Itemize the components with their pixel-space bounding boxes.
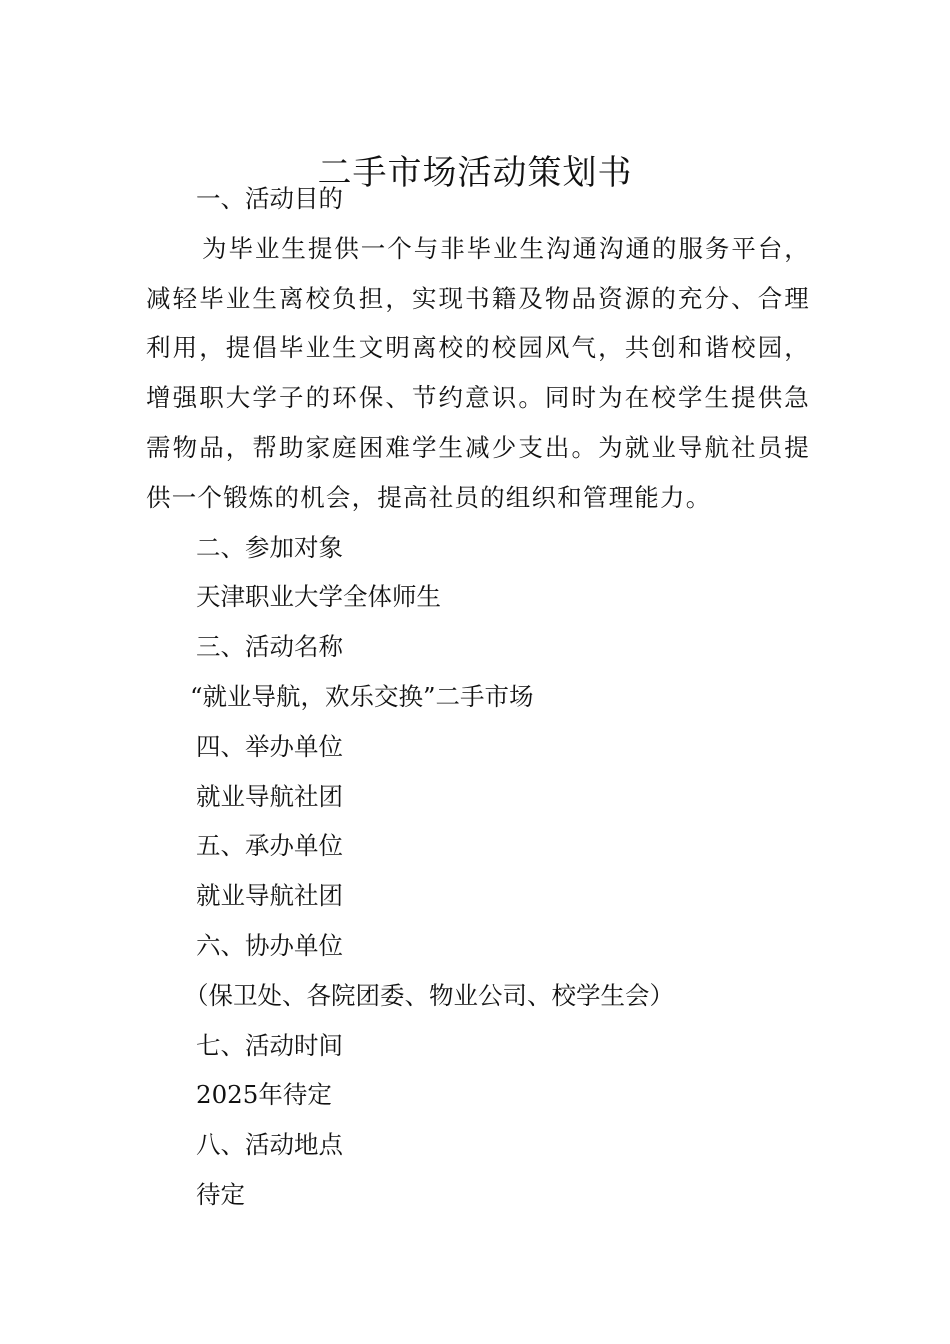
section-heading-organizer: 五、承办单位	[196, 831, 343, 861]
document-title: 二手市场活动策划书	[317, 152, 633, 193]
section-content-activity-name: “就业导航，欢乐交换”二手市场	[190, 681, 534, 711]
section-heading-location: 八、活动地点	[196, 1130, 343, 1160]
section-content-time: 2025年待定	[196, 1080, 332, 1110]
section-content-host: 就业导航社团	[196, 781, 343, 811]
document-body	[146, 174, 810, 1220]
section-heading-activity-name: 三、活动名称	[196, 632, 343, 662]
section-heading-participants: 二、参加对象	[196, 532, 343, 562]
section-heading-host: 四、举办单位	[196, 731, 343, 761]
section-heading-purpose: 一、活动目的	[196, 184, 343, 213]
section-content-co-organizer: （保卫处、各院团委、物业公司、校学生会）	[184, 980, 674, 1010]
section-content-organizer: 就业导航社团	[196, 881, 343, 911]
section-content-participants: 天津职业大学全体师生	[196, 582, 441, 612]
section-heading-time: 七、活动时间	[196, 1030, 343, 1060]
section-heading-co-organizer: 六、协办单位	[196, 930, 343, 960]
purpose-paragraph: 为毕业生提供一个与非毕业生沟通沟通的服务平台，减轻毕业生离校负担，实现书籍及物品资源的充分、合理利用，提倡毕业生文明离校的校园风气，共创和谐校园，增强职大学子的环保、节约意识。同时为在校学生提供急需物品，帮助家庭困难学生减少支出。为就业导航社员提供一个锻炼的机会，提高社员的组织和管理能力。	[146, 233, 810, 512]
section-content-location: 待定	[196, 1179, 245, 1209]
